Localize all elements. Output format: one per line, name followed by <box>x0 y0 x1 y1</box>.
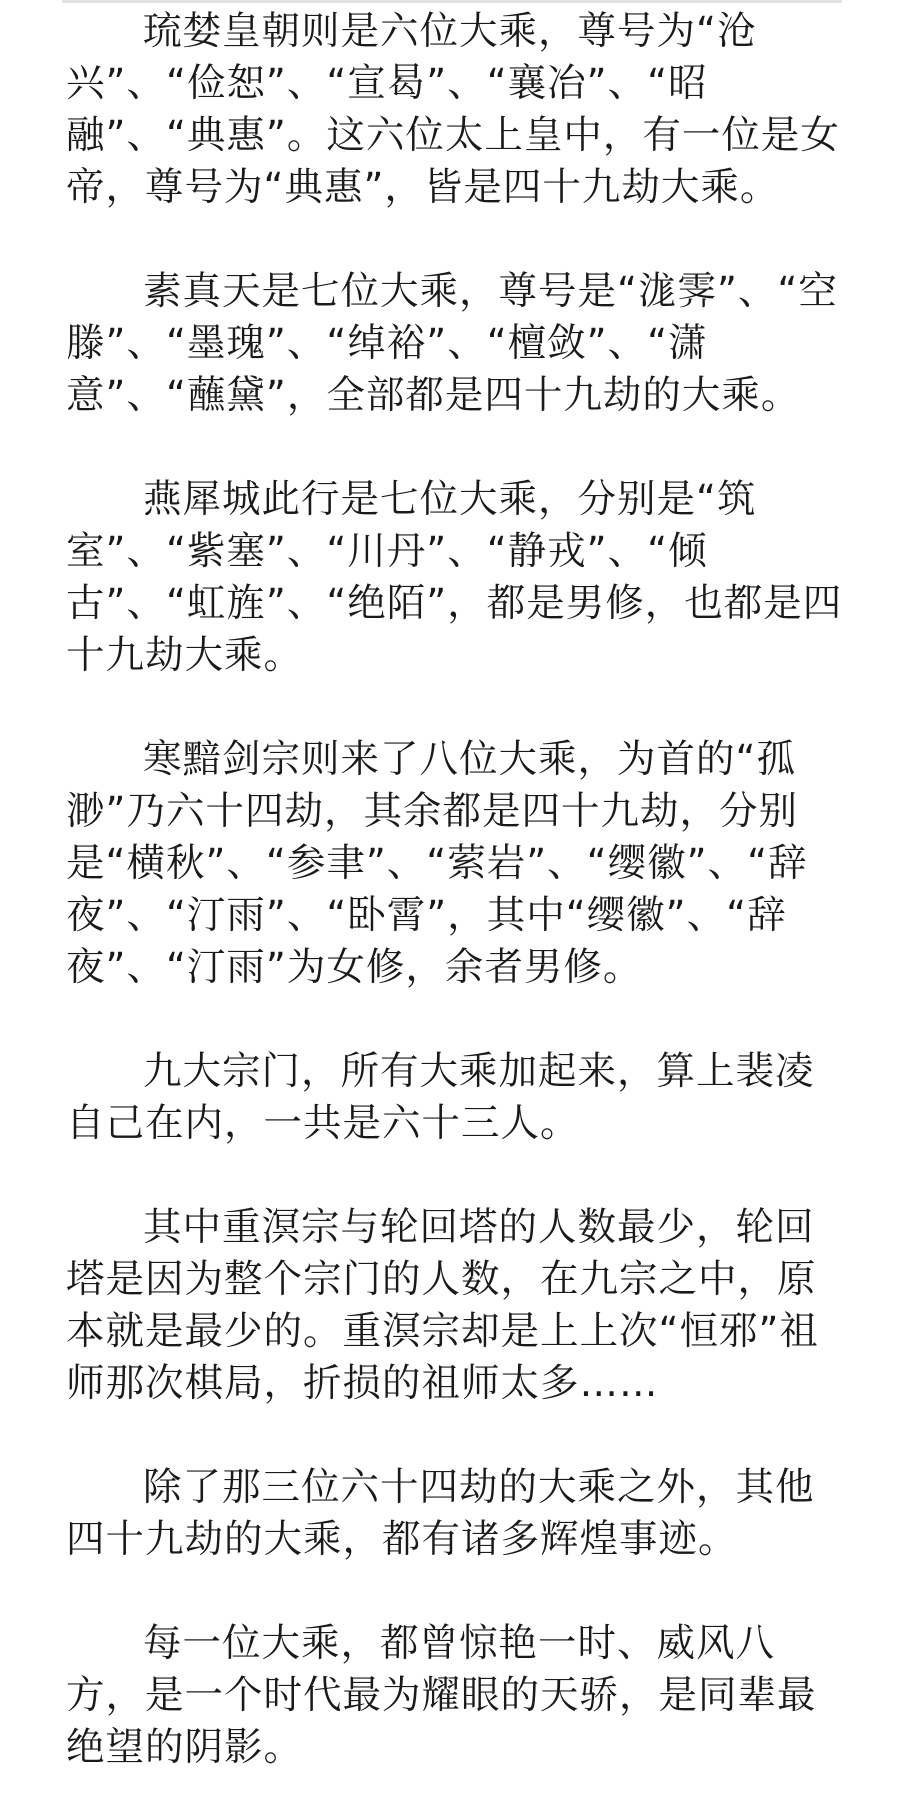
article-body <box>66 6 844 1774</box>
paragraph-7: 除了那三位六十四劫的大乘之外，其他四十九劫的大乘，都有诸多辉煌事迹。 <box>66 1465 815 1562</box>
paragraph-4: 寒黯剑宗则来了八位大乘，为首的“孤渺”乃六十四劫，其余都是四十九劫，分别是“横秋”、“参聿”、“萦岩”、“缨徽”、“辞夜”、“汀雨”、“卧霄”，其中“缨徽”、“辞夜”、“汀雨”为女修，余者男修。 <box>66 737 808 990</box>
paragraph-6: 其中重溟宗与轮回塔的人数最少，轮回塔是因为整个宗门的人数，在九宗之中，原本就是最少的。重溟宗却是上上次“恒邪”祖师那次棋局，折损的祖师太多…… <box>66 1205 819 1406</box>
paragraph-8: 每一位大乘，都曾惊艳一时、威风八方，是一个时代最为耀眼的天骄，是同辈最绝望的阴影。 <box>66 1621 817 1770</box>
paragraph-5: 九大宗门，所有大乘加起来，算上裴凌自己在内，一共是六十三人。 <box>66 1049 815 1146</box>
paragraph-3: 燕犀城此行是七位大乘，分别是“筑室”、“紫塞”、“川丹”、“静戎”、“倾古”、“虹旌”、“绝陌”，都是男修，也都是四十九劫大乘。 <box>66 477 843 678</box>
paragraph-1: 琉婪皇朝则是六位大乘，尊号为“沧兴”、“俭恕”、“宣曷”、“襄冶”、“昭融”、“典惠”。这六位太上皇中，有一位是女帝，尊号为“典惠”，皆是四十九劫大乘。 <box>66 9 840 210</box>
top-divider <box>62 0 842 3</box>
paragraph-2: 素真天是七位大乘，尊号是“浝霁”、“空滕”、“墨瑰”、“绰裕”、“檀敛”、“潇意”、“蘸黛”，全部都是四十九劫的大乘。 <box>66 269 838 418</box>
